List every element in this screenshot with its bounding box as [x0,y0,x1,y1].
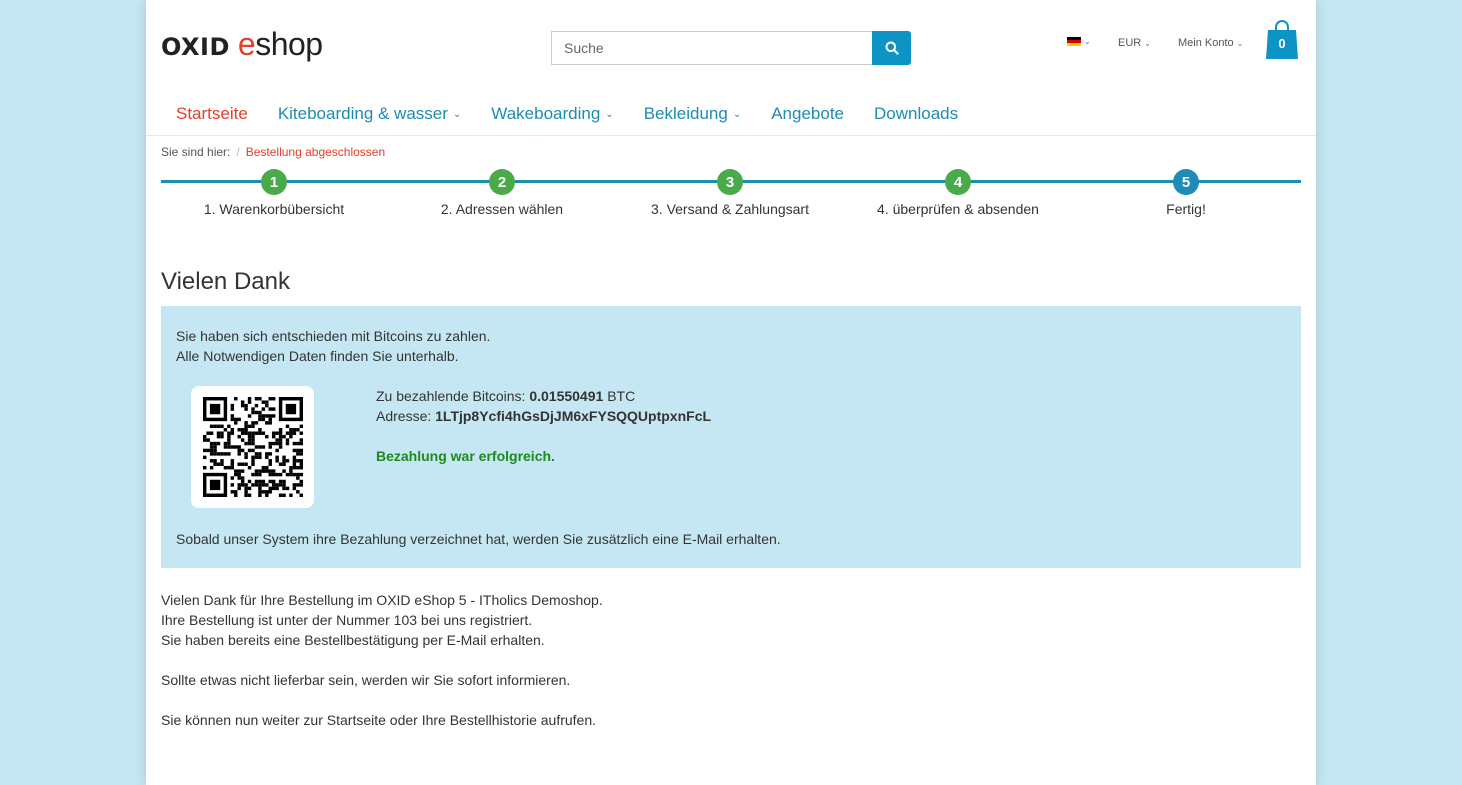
chevron-down-icon: ⌄ [732,108,742,120]
search-form [551,31,911,65]
step-3-circle[interactable]: 3 [717,169,743,195]
main-navigation [176,104,988,124]
currency-selector[interactable] [1118,37,1151,49]
breadcrumb [161,145,385,159]
nav-item-label: Downloads [874,104,959,123]
step-3-label[interactable]: 3. Versand & Zahlungsart [651,201,809,217]
nav-item-bekleidung[interactable] [644,104,742,124]
bitcoin-address-row [376,408,711,424]
logo-e: e [237,26,256,62]
breadcrumb-prefix: Sie sind hier: [161,145,231,159]
shop-logo[interactable] [161,26,323,63]
info-line-2: Alle Notwendigen Daten finden Sie unterhalb. [176,348,459,364]
step-2-circle[interactable]: 2 [489,169,515,195]
address-label: Adresse: [376,408,432,424]
chevron-down-icon: ⌄ [1084,37,1091,46]
info-footer: Sobald unser System ihre Bezahlung verzeichnet hat, werden Sie zusätzlich eine E-Mail erhalten. [176,531,781,547]
nav-item-label: Wakeboarding [491,104,601,123]
logo-oxid: OXID [161,33,230,61]
amount-unit: BTC [607,388,636,404]
currency-label: EUR [1118,37,1142,49]
nav-divider [146,135,1316,136]
chevron-down-icon: ⌄ [1236,38,1244,48]
logo-shop: shop [255,26,323,62]
language-selector[interactable] [1067,37,1091,46]
nav-item-kiteboarding[interactable] [278,104,461,124]
order-number-paragraph: Ihre Bestellung ist unter der Nummer 103 bei uns registriert. [161,612,533,628]
search-input[interactable] [551,31,872,65]
nav-item-label: Startseite [176,104,248,123]
account-label: Mein Konto [1178,37,1234,49]
nav-item-downloads[interactable] [874,104,958,124]
nav-item-startseite[interactable] [176,104,248,124]
nav-item-angebote[interactable] [771,104,844,124]
breadcrumb-current[interactable]: Bestellung abgeschlossen [245,145,386,159]
chevron-down-icon: ⌄ [1144,38,1151,48]
nav-item-label: Bekleidung [643,104,728,123]
cart-count-badge: 0 [1278,36,1286,51]
qr-code-icon [203,397,303,497]
german-flag-icon [1067,37,1081,46]
availability-paragraph: Sollte etwas nicht lieferbar sein, werden wir Sie sofort informieren. [161,672,571,688]
address-value[interactable]: 1LTjp8Ycfi4hGsDjJM6xFYSQQUptpxnFcL [435,408,712,424]
confirmation-paragraph: Sie haben bereits eine Bestellbestätigung per E-Mail erhalten. [161,632,545,648]
nav-item-label: Angebote [771,104,844,123]
bitcoin-payment-info-box [161,306,1301,568]
search-button[interactable] [872,31,911,65]
step-4-circle[interactable]: 4 [945,169,971,195]
step-2-label[interactable]: 2. Adressen wählen [440,201,564,217]
step-1-circle[interactable]: 1 [261,169,287,195]
amount-value: 0.01550491 [529,388,604,404]
amount-label: Zu bezahlende Bitcoins: [376,388,526,404]
step-4-label[interactable]: 4. überprüfen & absenden [877,201,1039,217]
next-steps-paragraph: Sie können nun weiter zur Startseite oder Ihre Bestellhistorie aufrufen. [161,712,597,728]
step-5-label: Fertig! [1166,201,1206,217]
chevron-down-icon: ⌄ [452,108,462,120]
account-menu[interactable] [1178,37,1243,49]
page-title: Vielen Dank [161,268,290,295]
info-line-1: Sie haben sich entschieden mit Bitcoins zu zahlen. [176,328,491,344]
payment-success-message: Bezahlung war erfolgreich. [376,448,555,464]
page-container [146,0,1316,785]
breadcrumb-separator: / [236,145,240,159]
search-icon [885,41,899,55]
step-5-circle: 5 [1173,169,1199,195]
thanks-paragraph: Vielen Dank für Ihre Bestellung im OXID eShop 5 - ITholics Demoshop. [161,592,603,608]
chevron-down-icon: ⌄ [605,108,614,120]
bitcoin-qr-code [191,386,314,508]
bitcoin-amount-row [376,388,635,404]
cart-button[interactable] [1265,20,1299,60]
nav-item-label: Kiteboarding & wasser [277,104,448,123]
nav-item-wakeboarding[interactable] [491,104,613,124]
step-1-label[interactable]: 1. Warenkorbübersicht [203,201,345,217]
